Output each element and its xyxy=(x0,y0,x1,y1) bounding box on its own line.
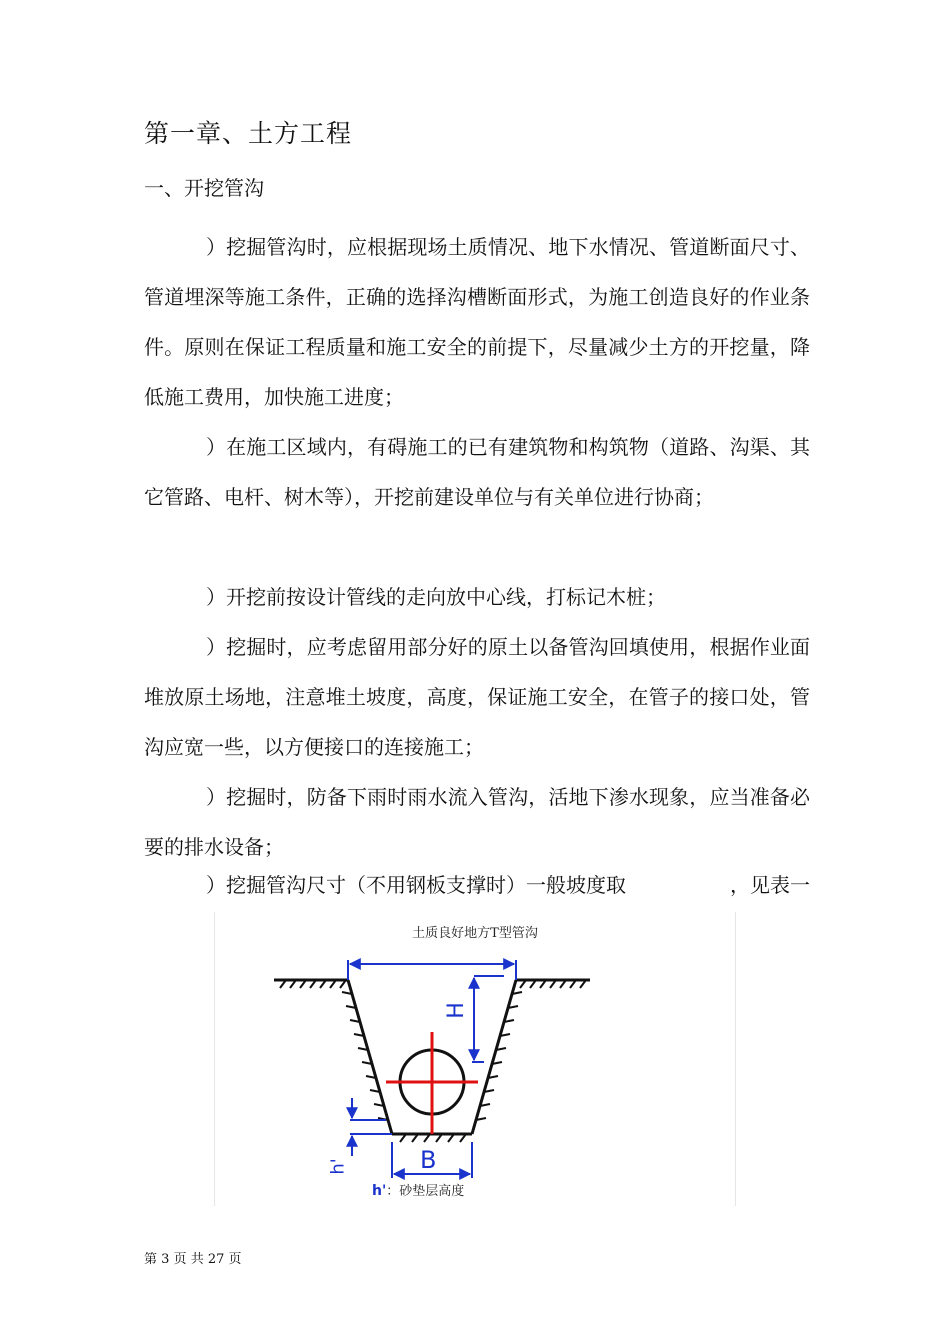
paragraph-text: ）挖掘管沟尺寸（不用钢板支撑时）一般坡度取 xyxy=(206,873,626,897)
paragraph-5 xyxy=(144,772,810,872)
caption-text: ：砂垫层高度 xyxy=(386,1184,465,1199)
footer-page-number: 3 xyxy=(161,1252,170,1267)
chapter-title: 第一章、土方工程 xyxy=(144,119,353,148)
figure-caption xyxy=(372,1180,464,1199)
table-reference: ，见表一 xyxy=(730,873,810,897)
page-footer xyxy=(144,1248,242,1267)
footer-suffix: 页 xyxy=(228,1252,242,1267)
section-title: 一、开挖管沟 xyxy=(144,176,264,200)
dimension-label-h-prime: h' xyxy=(327,1158,349,1175)
trench-diagram xyxy=(214,912,736,1208)
paragraph-text: ）挖掘时，应考虑留用部分好的原土以备管沟回填使用，根据作业面堆放原土场地，注意堆土坡度，高度，保证施工安全，在管子的接口处，管沟应宽一些，以方便接口的连接施工； xyxy=(144,635,810,759)
footer-total-pages: 27 xyxy=(207,1252,225,1267)
paragraph-2 xyxy=(144,422,810,522)
paragraph-text: ）开挖前按设计管线的走向放中心线，打标记木桩； xyxy=(206,585,666,609)
paragraph-4 xyxy=(144,622,810,772)
trench-figure xyxy=(214,912,736,1208)
paragraph-1 xyxy=(144,222,810,422)
dimension-label-h-top: H xyxy=(443,1002,469,1019)
paragraph-text: ）挖掘时，防备下雨时雨水流入管沟，活地下渗水现象，应当准备必要的排水设备； xyxy=(144,785,810,859)
dimension-label-b: B xyxy=(420,1146,437,1174)
figure-title: 土质良好地方T型管沟 xyxy=(412,926,538,941)
paragraph-text: ）在施工区域内，有碍施工的已有建筑物和构筑物（道路、沟渠、其它管路、电杆、树木等），开挖前建设单位与有关单位进行协商； xyxy=(144,435,810,509)
paragraph-3 xyxy=(144,572,810,622)
pipe-centerline xyxy=(386,1032,478,1134)
footer-prefix: 第 xyxy=(144,1252,158,1267)
footer-mid: 页 共 xyxy=(173,1252,204,1267)
paragraph-text: ）挖掘管沟时，应根据现场土质情况、地下水情况、管道断面尺寸、管道埋深等施工条件，正确的选择沟槽断面形式，为施工创造良好的作业条件。原则在保证工程质量和施工安全的前提下，尽量减少土方的开挖量，降低施工费用，加快施工进度； xyxy=(144,235,810,409)
caption-mark: h' xyxy=(372,1183,387,1199)
